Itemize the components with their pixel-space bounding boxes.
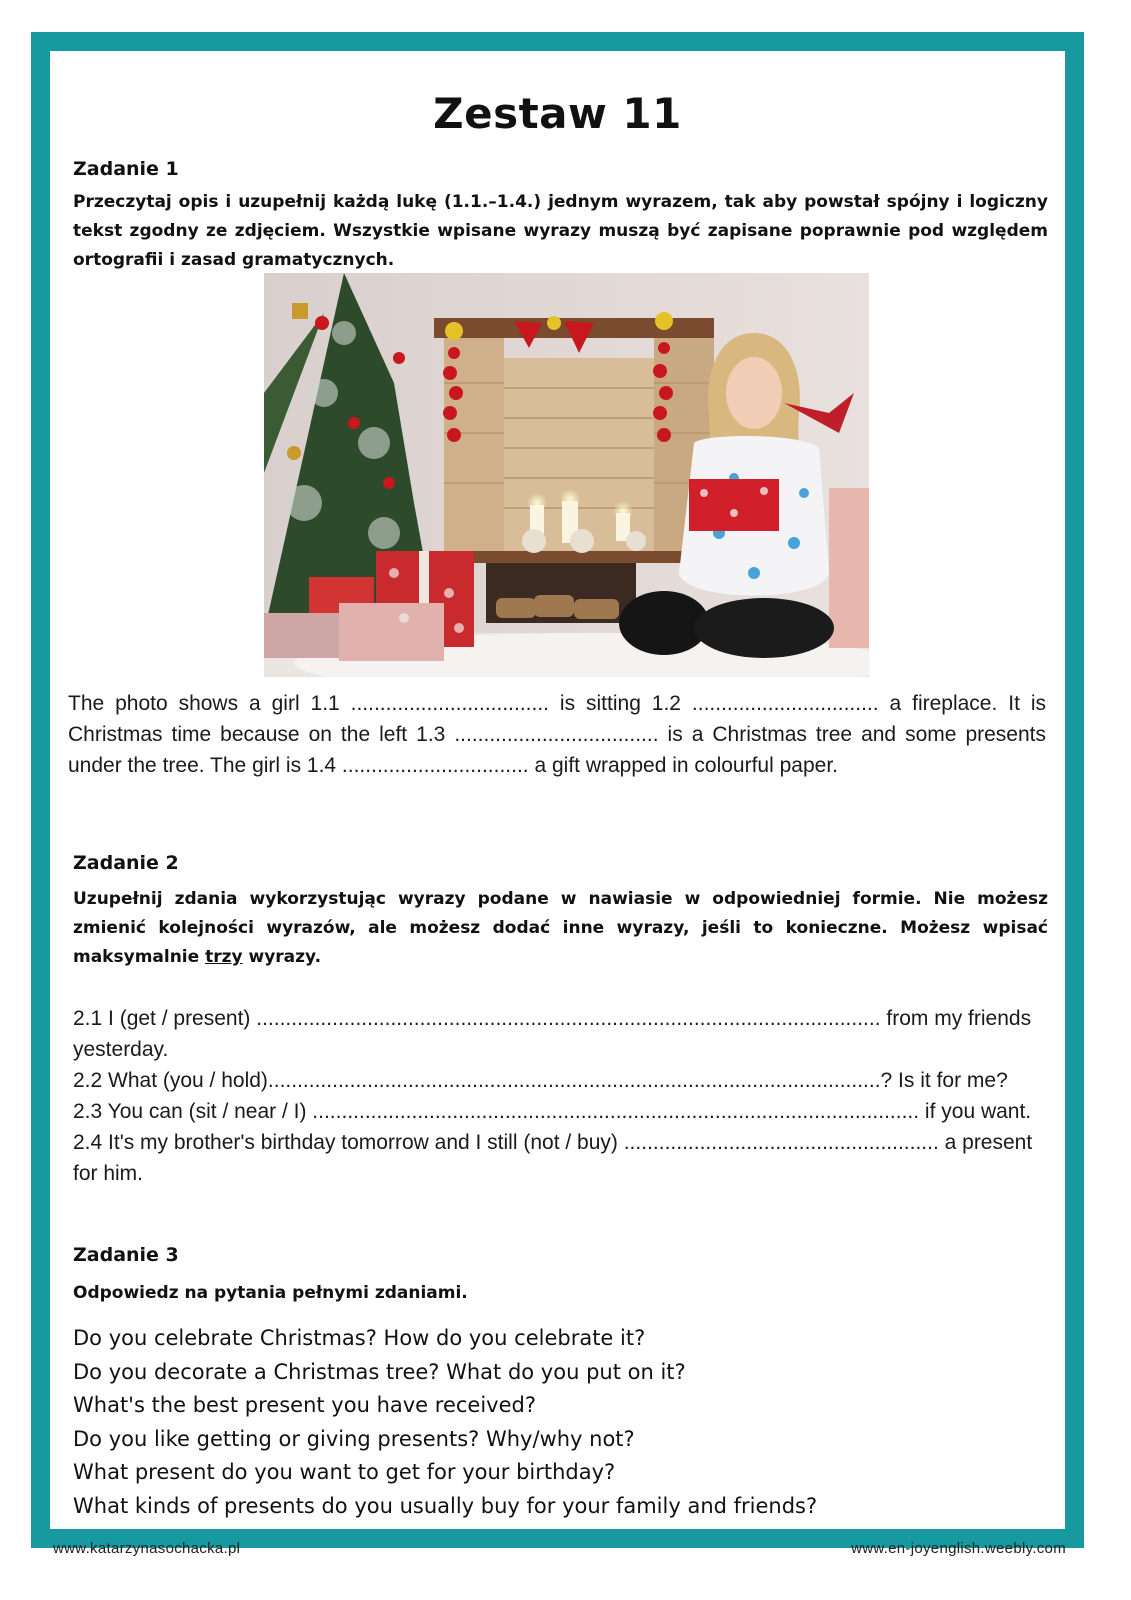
task2-item: 2.2 What (you / hold).........................................................................................................? Is it for me? [73, 1069, 1008, 1092]
task2-item: 2.3 You can (sit / near / I) ........................................................................................................ if you want. [73, 1100, 1032, 1123]
question-item: Do you like getting or giving presents? Why/why not? [73, 1426, 635, 1451]
task2-instruction-underlined: trzy [205, 947, 243, 967]
task3-instruction: Odpowiedz na pytania pełnymi zdaniami. [73, 1283, 468, 1303]
task1-gap-text: The photo shows a girl 1.1 .................................. is sitting 1.2 ................................ a fireplace. It is Christmas time because on the left 1.3 ................................... is a Christmas tree and some presents under the tree. The girl is 1.4 ................................ a gift wrapped in colourful paper. [68, 692, 1046, 777]
footer-right-website: www.en-joyenglish.weebly.com [851, 1540, 1066, 1557]
question-item: What's the best present you have received? [73, 1393, 536, 1418]
page-frame [31, 32, 1084, 1548]
task2-item: 2.1 I (get / present) ........................................................................................................... from my friends yesterday. [73, 1007, 1032, 1061]
task2-instruction-text: Uzupełnij zdania wykorzystując wyrazy podane w nawiasie w odpowiedniej formie. Nie możesz zmienić kolejności wyrazów, ale możesz dodać inne wyrazy, jeśli to konieczne. Możesz wpisać maksymalnie [73, 889, 1048, 967]
task2-heading: Zadanie 2 [73, 852, 179, 874]
task2-instruction [73, 885, 1048, 972]
footer-left-website: www.katarzynasochacka.pl [53, 1540, 241, 1557]
task3-heading: Zadanie 3 [73, 1244, 179, 1266]
task3-questions [73, 1322, 1048, 1524]
question-item: Do you celebrate Christmas? How do you celebrate it? [73, 1326, 646, 1350]
task2-item: 2.4 It's my brother's birthday tomorrow and I still (not / buy) ...................................................... a present for him. [73, 1131, 1033, 1185]
task2-items [73, 1003, 1058, 1189]
question-item: Do you decorate a Christmas tree? What do you put on it? [73, 1359, 686, 1384]
task1-heading: Zadanie 1 [73, 158, 179, 180]
question-item: What present do you want to get for your birthday? [73, 1460, 616, 1485]
task1-instruction: Przeczytaj opis i uzupełnij każdą lukę (1.1.–1.4.) jednym wyrazem, tak aby powstał spójny i logiczny tekst zgodny ze zdjęciem. Wszystkie wpisane wyrazy muszą być zapisane poprawnie pod względem ortografii i zasad gramatycznych. [73, 192, 1048, 270]
question-item: What kinds of presents do you usually buy for your family and friends? [73, 1493, 818, 1518]
page-title: Zestaw 11 [433, 89, 682, 138]
task2-instruction-end: wyrazy. [242, 947, 322, 967]
christmas-photo [264, 273, 869, 677]
